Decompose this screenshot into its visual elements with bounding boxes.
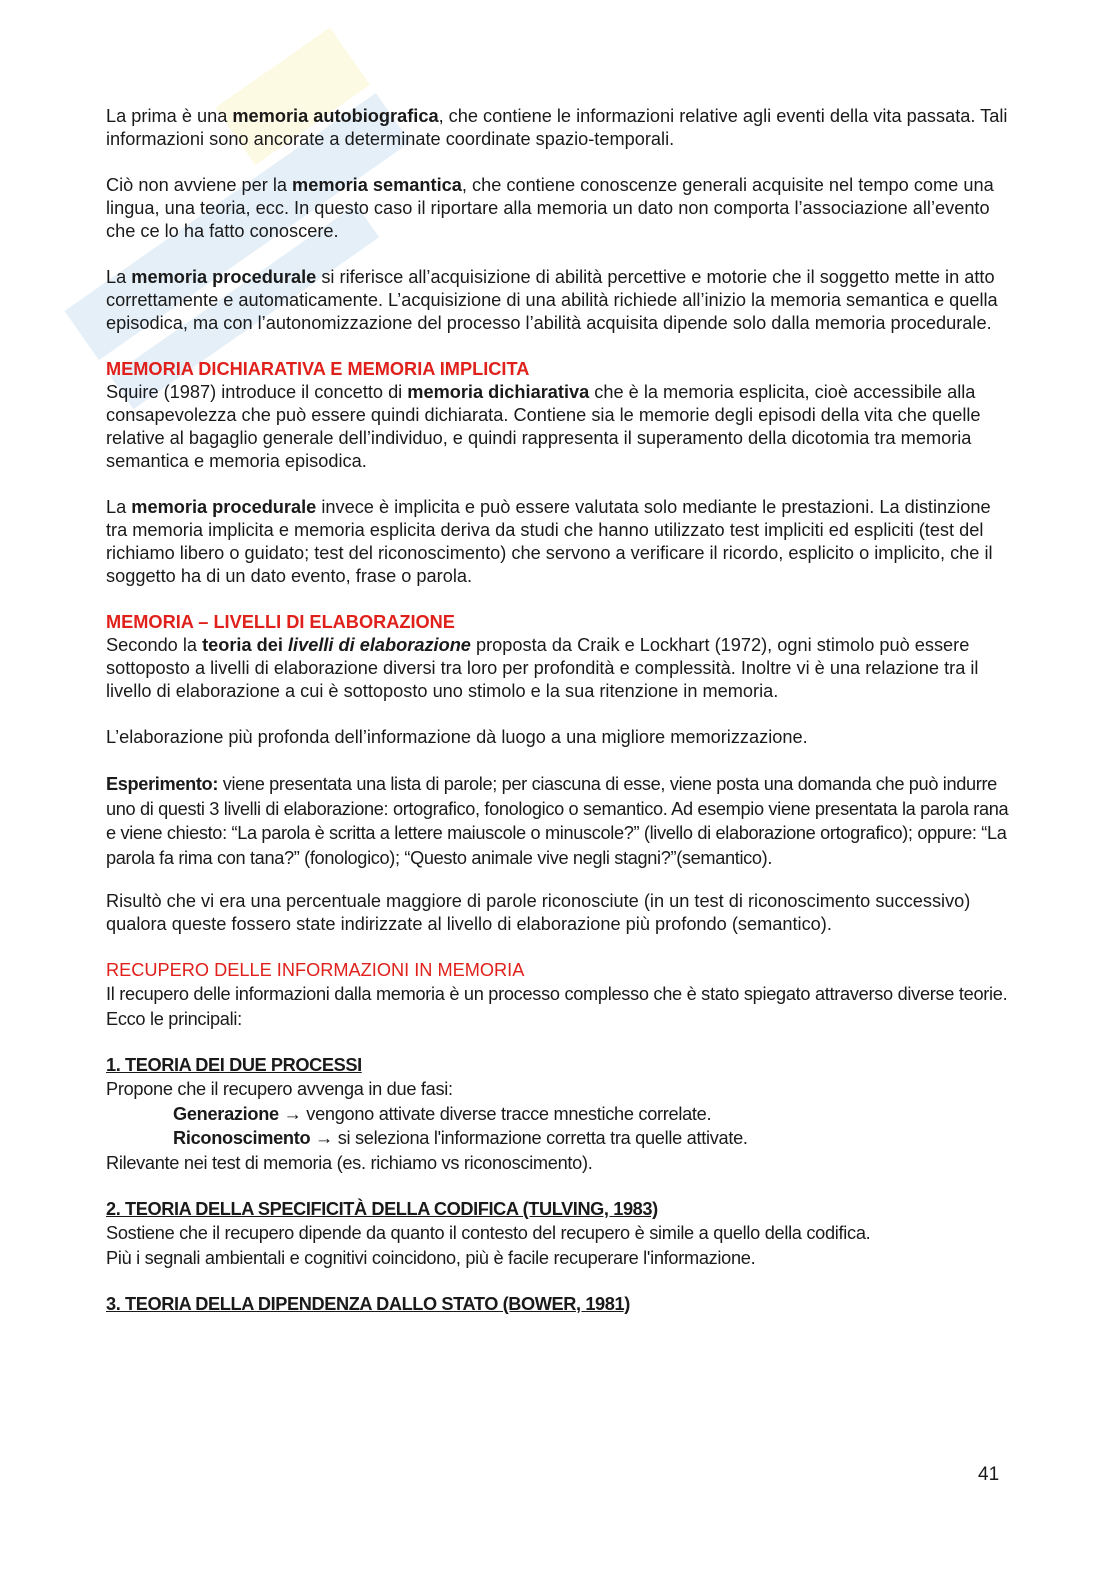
bold-term: memoria procedurale <box>131 497 317 517</box>
arrow-icon: → <box>310 1128 338 1148</box>
bold-term: Esperimento: <box>106 774 219 794</box>
paragraph-semantic: Ciò non avviene per la memoria semantica, che contiene conoscenze generali acquisite nel tempo come una lingua, una teoria, ecc. In questo caso il riportare alla memoria un dato non comporta l’associazione all’evento che ce lo ha fatto conoscere. <box>106 175 994 241</box>
paragraph-procedural: La memoria procedurale si riferisce all’acquisizione di abilità percettive e motorie che il soggetto mette in atto correttamente e automaticamente. L’acquisizione di una abilità richiede all’inizio la memoria semantica e quella episodica, ma con l’autonomizzazione del processo l’abilità acquisita dipende solo dalla memoria procedurale. <box>106 267 998 333</box>
bold-italic-term: livelli di elaborazione <box>287 635 471 655</box>
theory1-item-generation: Generazione → vengono attivate diverse tracce mnestiche correlate. <box>173 1103 712 1124</box>
section-heading-declarative: MEMORIA DICHIARATIVA E MEMORIA IMPLICITA <box>106 359 530 379</box>
theory1-intro: Propone che il recupero avvenga in due fasi: <box>106 1079 453 1099</box>
theory2-p2: Più i segnali ambientali e cognitivi coincidono, più è facile recuperare l'informazione. <box>106 1247 756 1268</box>
section-heading-levels: MEMORIA – LIVELLI DI ELABORAZIONE <box>106 612 455 632</box>
theory1-heading: 1. TEORIA DEI DUE PROCESSI <box>106 1055 362 1075</box>
bold-term: memoria dichiarativa <box>407 382 590 402</box>
paragraph-declarative: Squire (1987) introduce il concetto di memoria dichiarativa che è la memoria esplicita, cioè accessibile alla consapevolezza che può essere quindi dichiarata. Contiene sia le memorie degli episodi della vita che quelle relative al bagaglio generale dell’individuo, e quindi rappresenta il superamento della dicotomia tra memoria semantica e memoria episodica. <box>106 382 981 471</box>
bold-term: memoria semantica <box>292 175 462 195</box>
theory1-note: Rilevante nei test di memoria (es. richiamo vs riconoscimento). <box>106 1152 593 1173</box>
theory1-item-recognition: Riconoscimento → si seleziona l'informazione corretta tra quelle attivate. <box>173 1128 748 1148</box>
page-number: 41 <box>978 1464 1000 1485</box>
theory2-heading: 2. TEORIA DELLA SPECIFICITÀ DELLA CODIFICA (TULVING, 1983) <box>106 1199 658 1219</box>
bold-term: memoria autobiografica <box>232 106 439 126</box>
section-heading-retrieval: RECUPERO DELLE INFORMAZIONI IN MEMORIA <box>106 960 525 980</box>
theory3-heading: 3. TEORIA DELLA DIPENDENZA DALLO STATO (BOWER, 1981) <box>106 1294 630 1314</box>
paragraph-result: Risultò che vi era una percentuale maggiore di parole riconosciute (in un test di riconoscimento successivo) qualora queste fossero state indirizzate al livello di elaborazione più profondo (semantico). <box>106 891 971 934</box>
paragraph-levels-theory: Secondo la teoria dei livelli di elaborazione proposta da Craik e Lockhart (1972), ogni stimolo può essere sottoposto a livelli di elaborazione diversi tra loro per profondità e complessità. Inoltre vi è una relazione tra il livello di elaborazione a cui è sottoposto uno stimolo e la sua ritenzione in memoria. <box>106 635 979 701</box>
paragraph-implicit: La memoria procedurale invece è implicita e può essere valutata solo mediante le prestazioni. La distinzione tra memoria implicita e memoria esplicita deriva da studi che hanno utilizzato test impliciti ed espliciti (test del richiamo libero o guidato; test del riconoscimento) che servono a verificare il ricordo, esplicito o implicito, che il soggetto ha di un dato evento, frase o parola. <box>106 497 993 586</box>
theory2-p1: Sostiene che il recupero dipende da quanto il contesto del recupero è simile a quello della codifica. <box>106 1223 871 1243</box>
paragraph-experiment: Esperimento: viene presentata una lista di parole; per ciascuna di esse, viene posta una domanda che può indurre uno di questi 3 livelli di elaborazione: ortografico, fonologico o semantico. Ad esempio viene presentata la parola rana e viene chiesto: “La parola è scritta a lettere maiuscole o minuscole?” (livello di elaborazione ortografico); oppure: “La parola fa rima con tana?” (fonologico); “Questo animale vive negli stagni?”(semantico). <box>106 774 1009 868</box>
bold-term: teoria dei <box>202 635 288 655</box>
paragraph-deeper-elaboration: L’elaborazione più profonda dell’informazione dà luogo a una migliore memorizzazione. <box>106 727 808 747</box>
arrow-icon: → <box>278 1103 307 1124</box>
paragraph-autobiographical: La prima è una memoria autobiografica, che contiene le informazioni relative agli eventi della vita passata. Tali informazioni sono ancorate a determinate coordinate spazio-temporali. <box>106 106 1008 149</box>
paragraph-retrieval-intro: Il recupero delle informazioni dalla memoria è un processo complesso che è stato spiegato attraverso diverse teorie. Ecco le principali: <box>106 984 1008 1029</box>
bold-term: memoria procedurale <box>131 267 317 287</box>
document-page <box>106 105 1016 1316</box>
